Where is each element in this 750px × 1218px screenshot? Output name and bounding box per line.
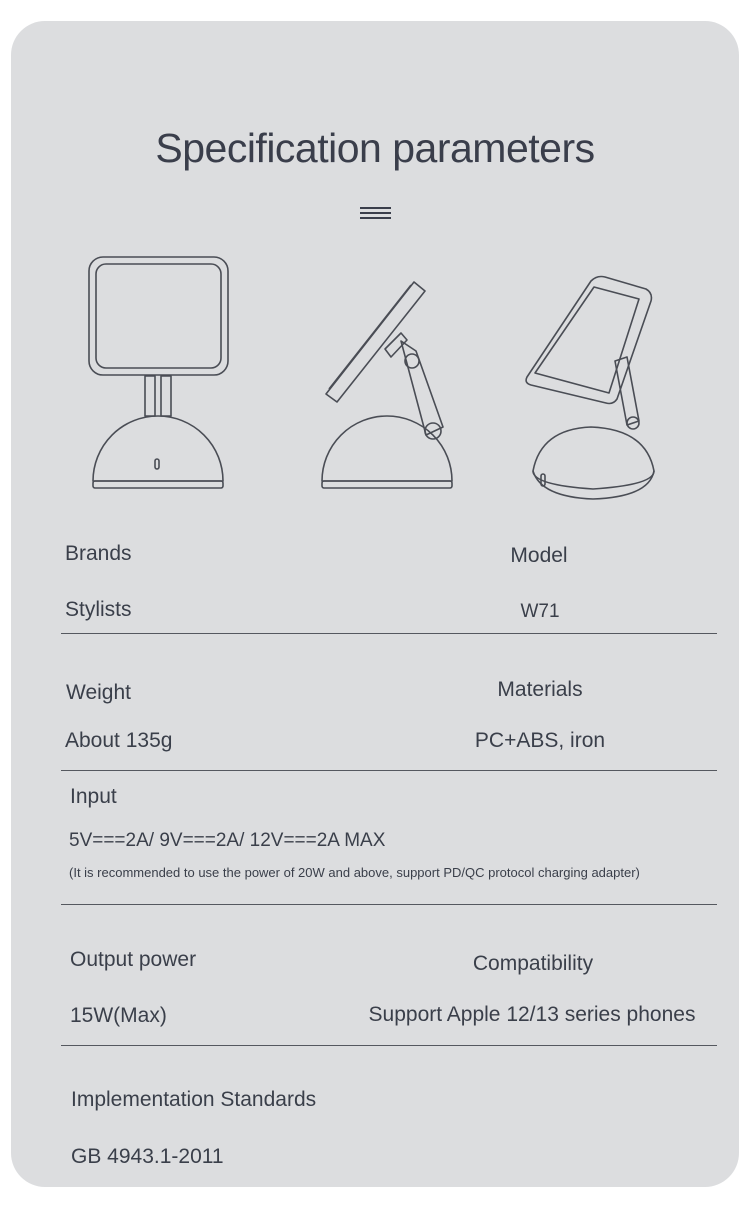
standards-value: GB 4943.1-2011 <box>71 1145 224 1168</box>
output-power-label: Output power <box>70 948 197 971</box>
brands-value: Stylists <box>65 598 132 621</box>
stand-side-view <box>322 282 452 488</box>
page-title: Specification parameters <box>155 125 595 171</box>
input-note: (It is recommended to use the power of 20W and above, support PD/QC protocol charging adapter) <box>69 865 640 880</box>
divider <box>61 904 717 905</box>
input-value: 5V===2A/ 9V===2A/ 12V===2A MAX <box>69 830 386 851</box>
model-label: Model <box>510 544 568 567</box>
spec-card <box>11 21 739 1187</box>
brands-label: Brands <box>65 542 132 565</box>
weight-value: About 135g <box>65 729 173 752</box>
menu-icon <box>360 207 391 219</box>
standards-label: Implementation Standards <box>71 1088 317 1111</box>
divider <box>61 633 717 634</box>
output-power-value: 15W(Max) <box>70 1004 167 1027</box>
divider <box>61 770 717 771</box>
stand-front-view <box>89 257 228 488</box>
weight-label: Weight <box>66 681 131 704</box>
input-label: Input <box>70 785 117 808</box>
stand-angled-view <box>526 277 654 500</box>
product-illustrations <box>71 249 691 519</box>
materials-value: PC+ABS, iron <box>474 729 606 752</box>
divider <box>61 1045 717 1046</box>
materials-label: Materials <box>497 678 583 701</box>
compatibility-label: Compatibility <box>472 952 594 975</box>
model-value: W71 <box>520 601 560 622</box>
compatibility-value: Support Apple 12/13 series phones <box>368 1003 696 1026</box>
